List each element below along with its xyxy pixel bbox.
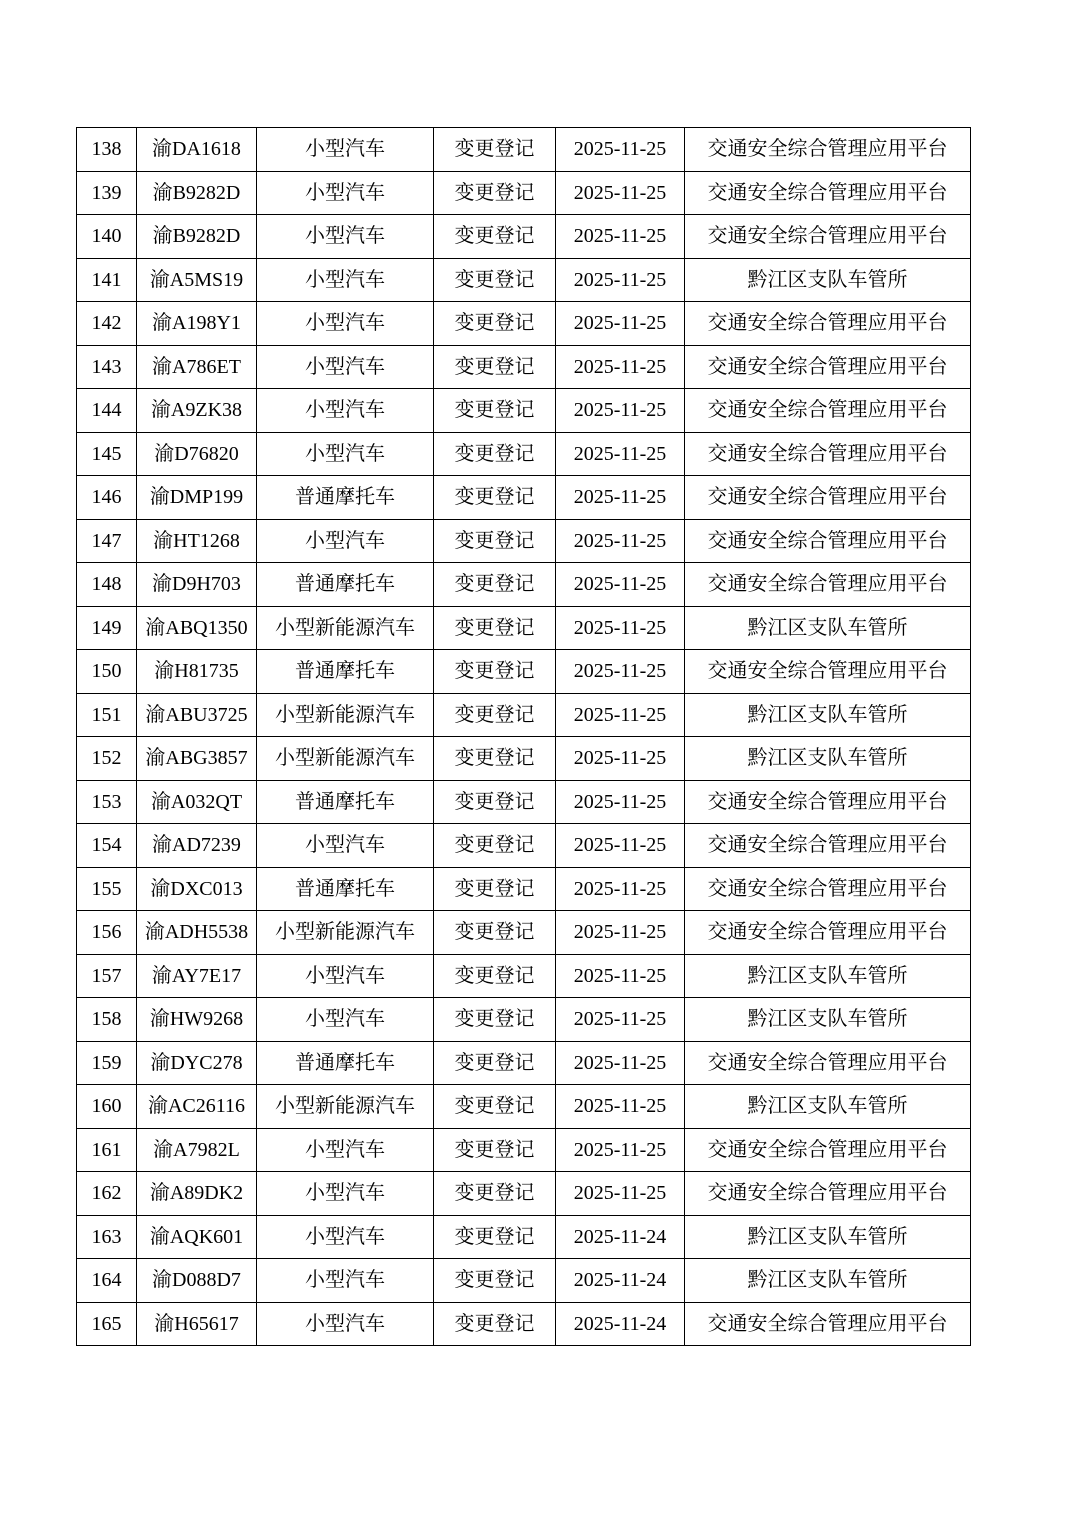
date-cell: 2025-11-25 [556,432,685,476]
business-type-cell: 变更登记 [434,389,556,433]
row-number-cell: 165 [77,1302,137,1346]
table-row [77,780,971,824]
vehicle-type-cell: 普通摩托车 [257,650,434,694]
business-type-cell: 变更登记 [434,258,556,302]
vehicle-type-cell: 普通摩托车 [257,563,434,607]
plate-number-cell: 渝A9ZK38 [137,389,257,433]
table-row [77,258,971,302]
vehicle-type-cell: 小型新能源汽车 [257,1085,434,1129]
business-type-cell: 变更登记 [434,780,556,824]
handling-office-cell: 交通安全综合管理应用平台 [685,432,971,476]
vehicle-type-cell: 小型新能源汽车 [257,737,434,781]
plate-number-cell: 渝H81735 [137,650,257,694]
date-cell: 2025-11-25 [556,998,685,1042]
handling-office-cell: 交通安全综合管理应用平台 [685,1302,971,1346]
business-type-cell: 变更登记 [434,911,556,955]
vehicle-type-cell: 小型汽车 [257,215,434,259]
table-row [77,563,971,607]
handling-office-cell: 交通安全综合管理应用平台 [685,302,971,346]
row-number-cell: 162 [77,1172,137,1216]
date-cell: 2025-11-25 [556,215,685,259]
business-type-cell: 变更登记 [434,171,556,215]
vehicle-type-cell: 小型汽车 [257,171,434,215]
plate-number-cell: 渝B9282D [137,171,257,215]
vehicle-type-cell: 小型汽车 [257,824,434,868]
date-cell: 2025-11-25 [556,1128,685,1172]
handling-office-cell: 交通安全综合管理应用平台 [685,911,971,955]
handling-office-cell: 交通安全综合管理应用平台 [685,1172,971,1216]
handling-office-cell: 黔江区支队车管所 [685,998,971,1042]
date-cell: 2025-11-25 [556,1085,685,1129]
handling-office-cell: 交通安全综合管理应用平台 [685,780,971,824]
handling-office-cell: 交通安全综合管理应用平台 [685,345,971,389]
vehicle-type-cell: 普通摩托车 [257,780,434,824]
table-row [77,432,971,476]
row-number-cell: 142 [77,302,137,346]
plate-number-cell: 渝A786ET [137,345,257,389]
row-number-cell: 160 [77,1085,137,1129]
business-type-cell: 变更登记 [434,650,556,694]
plate-number-cell: 渝H65617 [137,1302,257,1346]
row-number-cell: 145 [77,432,137,476]
business-type-cell: 变更登记 [434,606,556,650]
table-row [77,1041,971,1085]
vehicle-type-cell: 普通摩托车 [257,1041,434,1085]
business-type-cell: 变更登记 [434,476,556,520]
handling-office-cell: 交通安全综合管理应用平台 [685,824,971,868]
handling-office-cell: 黔江区支队车管所 [685,1259,971,1303]
handling-office-cell: 交通安全综合管理应用平台 [685,215,971,259]
vehicle-type-cell: 小型汽车 [257,258,434,302]
handling-office-cell: 交通安全综合管理应用平台 [685,650,971,694]
date-cell: 2025-11-25 [556,780,685,824]
plate-number-cell: 渝DYC278 [137,1041,257,1085]
table-row [77,954,971,998]
table-row [77,693,971,737]
row-number-cell: 148 [77,563,137,607]
handling-office-cell: 黔江区支队车管所 [685,693,971,737]
table-row [77,1302,971,1346]
date-cell: 2025-11-25 [556,911,685,955]
table-row [77,998,971,1042]
date-cell: 2025-11-24 [556,1215,685,1259]
plate-number-cell: 渝HT1268 [137,519,257,563]
business-type-cell: 变更登记 [434,128,556,172]
vehicle-type-cell: 小型汽车 [257,1259,434,1303]
plate-number-cell: 渝D088D7 [137,1259,257,1303]
date-cell: 2025-11-24 [556,1259,685,1303]
vehicle-type-cell: 小型汽车 [257,302,434,346]
handling-office-cell: 黔江区支队车管所 [685,737,971,781]
date-cell: 2025-11-24 [556,1302,685,1346]
row-number-cell: 141 [77,258,137,302]
vehicle-type-cell: 小型汽车 [257,954,434,998]
plate-number-cell: 渝D9H703 [137,563,257,607]
date-cell: 2025-11-25 [556,389,685,433]
table-row [77,476,971,520]
row-number-cell: 155 [77,867,137,911]
business-type-cell: 变更登记 [434,1259,556,1303]
row-number-cell: 147 [77,519,137,563]
plate-number-cell: 渝A198Y1 [137,302,257,346]
plate-number-cell: 渝DMP199 [137,476,257,520]
table-row [77,1128,971,1172]
date-cell: 2025-11-25 [556,171,685,215]
table-row [77,1259,971,1303]
business-type-cell: 变更登记 [434,693,556,737]
table-row [77,389,971,433]
vehicle-type-cell: 小型汽车 [257,519,434,563]
date-cell: 2025-11-25 [556,693,685,737]
plate-number-cell: 渝ADH5538 [137,911,257,955]
handling-office-cell: 交通安全综合管理应用平台 [685,389,971,433]
row-number-cell: 138 [77,128,137,172]
table-row [77,215,971,259]
registration-table-body [77,128,971,1346]
row-number-cell: 146 [77,476,137,520]
date-cell: 2025-11-25 [556,824,685,868]
vehicle-type-cell: 普通摩托车 [257,476,434,520]
handling-office-cell: 黔江区支队车管所 [685,606,971,650]
table-row [77,911,971,955]
handling-office-cell: 黔江区支队车管所 [685,258,971,302]
vehicle-type-cell: 小型汽车 [257,345,434,389]
table-row [77,737,971,781]
date-cell: 2025-11-25 [556,519,685,563]
plate-number-cell: 渝ABQ1350 [137,606,257,650]
plate-number-cell: 渝A89DK2 [137,1172,257,1216]
date-cell: 2025-11-25 [556,476,685,520]
row-number-cell: 163 [77,1215,137,1259]
date-cell: 2025-11-25 [556,345,685,389]
vehicle-type-cell: 小型新能源汽车 [257,606,434,650]
vehicle-type-cell: 小型汽车 [257,432,434,476]
table-row [77,867,971,911]
table-row [77,519,971,563]
business-type-cell: 变更登记 [434,519,556,563]
vehicle-type-cell: 小型汽车 [257,1215,434,1259]
table-row [77,650,971,694]
business-type-cell: 变更登记 [434,1302,556,1346]
row-number-cell: 151 [77,693,137,737]
handling-office-cell: 交通安全综合管理应用平台 [685,128,971,172]
plate-number-cell: 渝HW9268 [137,998,257,1042]
handling-office-cell: 黔江区支队车管所 [685,1215,971,1259]
vehicle-type-cell: 小型汽车 [257,1172,434,1216]
row-number-cell: 158 [77,998,137,1042]
plate-number-cell: 渝DA1618 [137,128,257,172]
row-number-cell: 161 [77,1128,137,1172]
business-type-cell: 变更登记 [434,824,556,868]
business-type-cell: 变更登记 [434,1128,556,1172]
business-type-cell: 变更登记 [434,302,556,346]
plate-number-cell: 渝AY7E17 [137,954,257,998]
table-row [77,824,971,868]
date-cell: 2025-11-25 [556,563,685,607]
vehicle-type-cell: 小型新能源汽车 [257,693,434,737]
row-number-cell: 157 [77,954,137,998]
date-cell: 2025-11-25 [556,737,685,781]
plate-number-cell: 渝A5MS19 [137,258,257,302]
business-type-cell: 变更登记 [434,432,556,476]
date-cell: 2025-11-25 [556,954,685,998]
vehicle-type-cell: 小型汽车 [257,1128,434,1172]
handling-office-cell: 交通安全综合管理应用平台 [685,1041,971,1085]
handling-office-cell: 交通安全综合管理应用平台 [685,519,971,563]
row-number-cell: 144 [77,389,137,433]
handling-office-cell: 交通安全综合管理应用平台 [685,1128,971,1172]
plate-number-cell: 渝D76820 [137,432,257,476]
table-row [77,1215,971,1259]
plate-number-cell: 渝A032QT [137,780,257,824]
table-row [77,606,971,650]
table-row [77,1085,971,1129]
business-type-cell: 变更登记 [434,563,556,607]
row-number-cell: 164 [77,1259,137,1303]
handling-office-cell: 黔江区支队车管所 [685,954,971,998]
row-number-cell: 143 [77,345,137,389]
vehicle-type-cell: 小型汽车 [257,998,434,1042]
handling-office-cell: 交通安全综合管理应用平台 [685,476,971,520]
row-number-cell: 150 [77,650,137,694]
table-row [77,302,971,346]
row-number-cell: 153 [77,780,137,824]
date-cell: 2025-11-25 [556,867,685,911]
date-cell: 2025-11-25 [556,606,685,650]
handling-office-cell: 交通安全综合管理应用平台 [685,563,971,607]
plate-number-cell: 渝ABU3725 [137,693,257,737]
row-number-cell: 140 [77,215,137,259]
table-row [77,171,971,215]
row-number-cell: 156 [77,911,137,955]
handling-office-cell: 交通安全综合管理应用平台 [685,867,971,911]
registration-table [76,127,971,1346]
vehicle-type-cell: 小型汽车 [257,389,434,433]
date-cell: 2025-11-25 [556,302,685,346]
row-number-cell: 152 [77,737,137,781]
business-type-cell: 变更登记 [434,998,556,1042]
row-number-cell: 159 [77,1041,137,1085]
table-row [77,1172,971,1216]
vehicle-type-cell: 普通摩托车 [257,867,434,911]
business-type-cell: 变更登记 [434,1041,556,1085]
business-type-cell: 变更登记 [434,345,556,389]
date-cell: 2025-11-25 [556,128,685,172]
plate-number-cell: 渝A7982L [137,1128,257,1172]
vehicle-type-cell: 小型汽车 [257,1302,434,1346]
plate-number-cell: 渝B9282D [137,215,257,259]
handling-office-cell: 黔江区支队车管所 [685,1085,971,1129]
date-cell: 2025-11-25 [556,650,685,694]
date-cell: 2025-11-25 [556,1041,685,1085]
row-number-cell: 139 [77,171,137,215]
table-row [77,345,971,389]
plate-number-cell: 渝AQK601 [137,1215,257,1259]
business-type-cell: 变更登记 [434,954,556,998]
plate-number-cell: 渝ABG3857 [137,737,257,781]
plate-number-cell: 渝AD7239 [137,824,257,868]
date-cell: 2025-11-25 [556,1172,685,1216]
business-type-cell: 变更登记 [434,737,556,781]
row-number-cell: 154 [77,824,137,868]
date-cell: 2025-11-25 [556,258,685,302]
table-row [77,128,971,172]
business-type-cell: 变更登记 [434,215,556,259]
plate-number-cell: 渝AC26116 [137,1085,257,1129]
business-type-cell: 变更登记 [434,1085,556,1129]
business-type-cell: 变更登记 [434,867,556,911]
vehicle-type-cell: 小型汽车 [257,128,434,172]
business-type-cell: 变更登记 [434,1172,556,1216]
vehicle-type-cell: 小型新能源汽车 [257,911,434,955]
plate-number-cell: 渝DXC013 [137,867,257,911]
business-type-cell: 变更登记 [434,1215,556,1259]
handling-office-cell: 交通安全综合管理应用平台 [685,171,971,215]
row-number-cell: 149 [77,606,137,650]
